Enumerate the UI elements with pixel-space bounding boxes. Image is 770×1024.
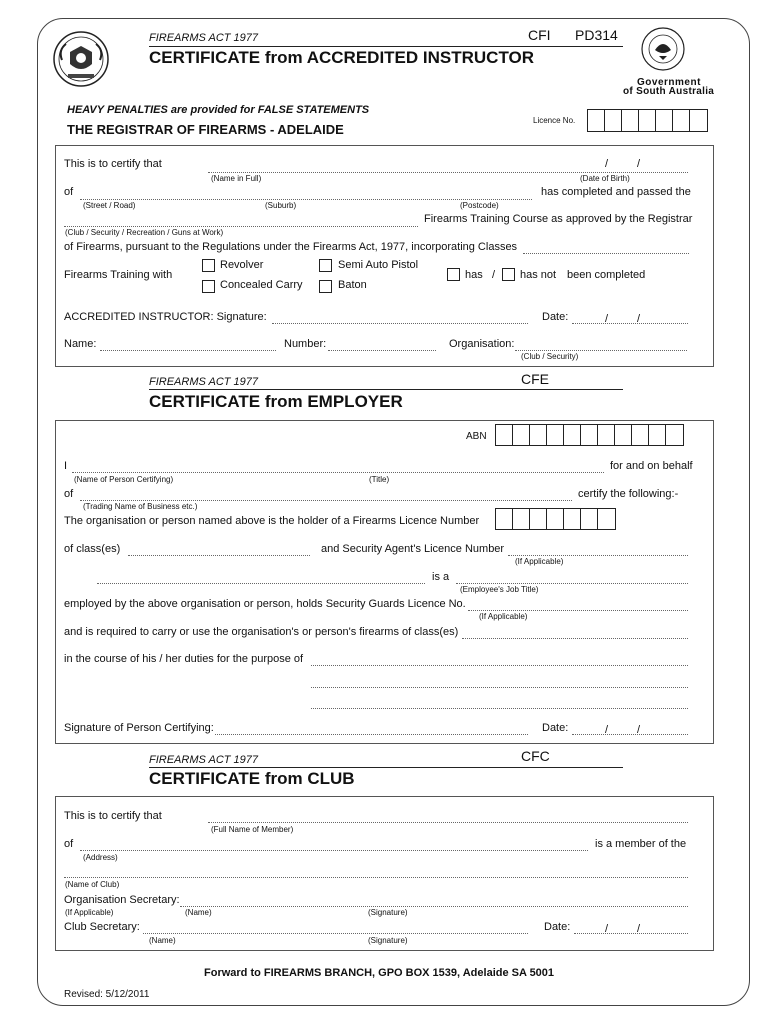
revolver-checkbox[interactable] (202, 259, 215, 272)
concealed-carry-checkbox[interactable] (202, 280, 215, 293)
has-checkbox[interactable] (447, 268, 460, 281)
club-secretary-field[interactable] (143, 933, 528, 934)
header-code-pd314: PD314 (575, 27, 618, 43)
registrar-heading: THE REGISTRAR OF FIREARMS - ADELAIDE (67, 122, 344, 137)
penalties-notice: HEAVY PENALTIES are provided for FALSE STATEMENTS (67, 104, 370, 116)
has-not-checkbox[interactable] (502, 268, 515, 281)
trading-name-field[interactable] (80, 500, 572, 501)
code-cfc: CFC (521, 748, 550, 764)
classes-field[interactable] (523, 253, 689, 254)
purpose-field-2[interactable] (311, 687, 688, 688)
job-title-field[interactable] (456, 583, 688, 584)
licence-number-cells[interactable] (587, 109, 708, 132)
club-date-field[interactable] (574, 933, 688, 934)
forward-address: Forward to FIREARMS BRANCH, GPO BOX 1539, Adelaide SA 5001 (204, 967, 555, 979)
security-guards-licence-field[interactable] (468, 610, 688, 611)
semi-auto-checkbox[interactable] (319, 259, 332, 272)
licence-label: Licence No. (533, 116, 576, 125)
baton-checkbox[interactable] (319, 280, 332, 293)
instructor-name-field[interactable] (100, 350, 276, 351)
firearms-licence-cells[interactable] (495, 508, 616, 530)
code-cfe: CFE (521, 371, 549, 387)
abn-cells[interactable] (495, 424, 684, 446)
coat-of-arms-logo (52, 30, 110, 88)
carry-classes-field[interactable] (462, 638, 688, 639)
employer-classes-field[interactable] (128, 555, 310, 556)
member-name-field[interactable] (208, 822, 688, 823)
gov-line1: Government (637, 77, 701, 88)
certify-label: This is to certify that (64, 158, 162, 170)
address-field[interactable] (80, 199, 532, 200)
club-title: CERTIFICATE from CLUB (149, 769, 355, 788)
person-certifying-field[interactable] (72, 472, 604, 473)
club-field[interactable] (64, 226, 418, 227)
club-name-field[interactable] (64, 877, 688, 878)
instructor-date-field[interactable] (572, 323, 688, 324)
name-in-full-field[interactable] (208, 172, 688, 173)
header-act: FIREARMS ACT 1977 (149, 32, 259, 44)
employer-signature-field[interactable] (215, 734, 528, 735)
instructor-number-field[interactable] (328, 350, 436, 351)
sa-government-seal (640, 26, 686, 72)
org-secretary-field[interactable] (180, 906, 688, 907)
revised-date: Revised: 5/12/2011 (64, 989, 150, 1000)
instructor-organisation-field[interactable] (515, 350, 687, 351)
employee-name-field[interactable] (97, 583, 425, 584)
instructor-signature-field[interactable] (272, 323, 528, 324)
gov-line2: of South Australia (623, 86, 715, 97)
header-code-cfi: CFI (528, 27, 551, 43)
purpose-field-3[interactable] (311, 708, 688, 709)
page-title: CERTIFICATE from ACCREDITED INSTRUCTOR (149, 48, 535, 67)
employer-title: CERTIFICATE from EMPLOYER (149, 392, 403, 411)
purpose-field-1[interactable] (311, 665, 688, 666)
security-agent-licence-field[interactable] (508, 555, 688, 556)
employer-date-field[interactable] (572, 734, 688, 735)
member-address-field[interactable] (80, 850, 588, 851)
